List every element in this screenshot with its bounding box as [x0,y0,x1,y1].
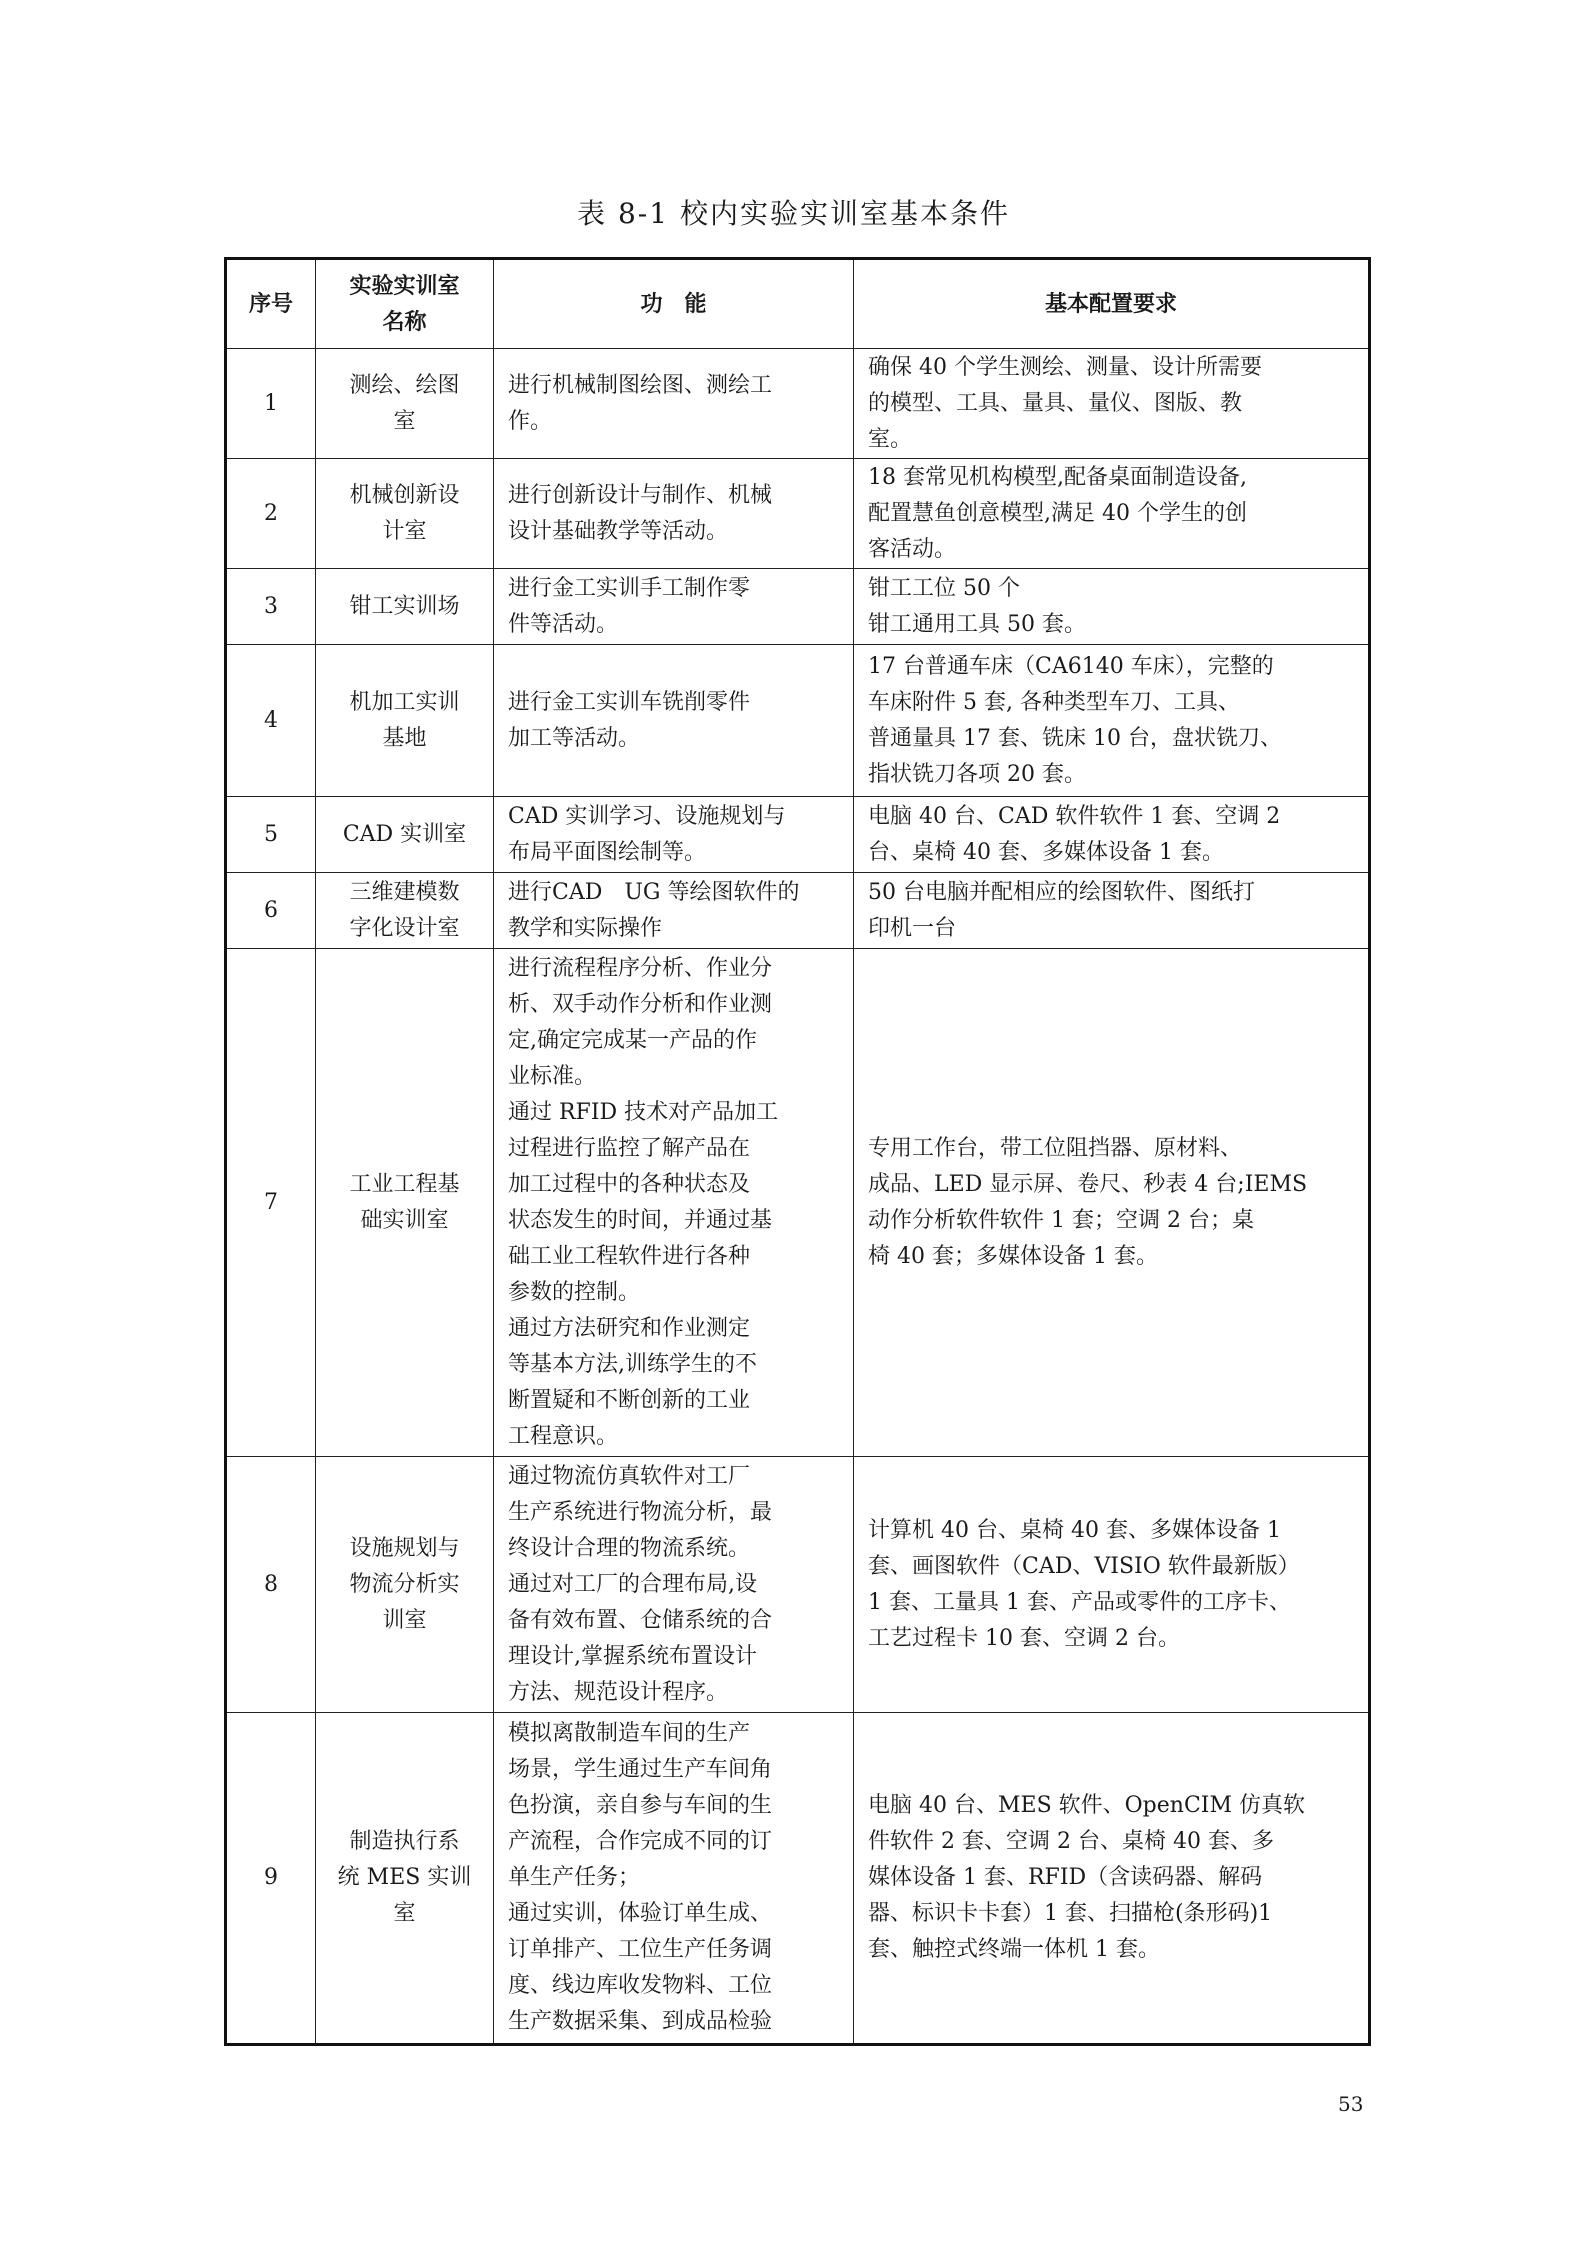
lab-function-line: 析、双手动作分析和作业测 [508,991,773,1017]
lab-function-line: 生产数据采集、到成品检验 [508,2009,773,2034]
row-number: 2 [226,459,316,569]
lab-name-line: 测绘、绘图 [349,372,460,398]
lab-name-line: 统 MES 实训 [337,1865,472,1890]
lab-requirements [854,1713,1370,2045]
lab-function-line: CAD 实训学习、设施规划与 [508,803,786,829]
table-caption: 表 8-1 校内实验实训室基本条件 [577,197,1010,230]
header-requirements: 基本配置要求 [854,259,1370,349]
table-header-row [226,259,1370,349]
lab-function-line: 通过实训，体验订单生成、 [508,1901,773,1926]
table-row [226,569,1370,645]
lab-function-line: 进行流程程序分析、作业分 [508,955,773,981]
lab-name-line: 字化设计室 [349,915,460,941]
table-row [226,1713,1370,2045]
lab-function-line: 场景，学生通过生产车间角 [508,1757,773,1782]
lab-requirements-line: 客活动。 [868,536,957,562]
lab-requirements-line: 工艺过程卡 10 套、空调 2 台。 [868,1625,1180,1651]
lab-function-line: 进行CAD UG 等绘图软件的 [508,879,800,905]
lab-requirements-line: 室。 [868,426,913,452]
lab-function-line: 通过方法研究和作业测定 [508,1315,751,1341]
lab-function-line: 断置疑和不断创新的工业 [508,1387,751,1413]
lab-name-line: 三维建模数 [349,879,460,905]
row-number: 8 [226,1457,316,1713]
page-number: 53 [1338,2092,1364,2116]
lab-requirements-line: 指状铣刀各项 20 套。 [868,761,1086,787]
lab-function [494,459,854,569]
lab-requirements-line: 件软件 2 套、空调 2 台、桌椅 40 套、多 [868,1829,1274,1854]
lab-function-line: 通过物流仿真软件对工厂 [508,1463,751,1489]
lab-name-line: 机加工实训 [349,689,460,715]
lab-name-line: 基地 [382,725,427,751]
lab-name [316,949,494,1457]
lab-conditions-table [224,257,1371,2046]
lab-function [494,349,854,459]
lab-requirements-line: 钳工工位 50 个 [868,575,1020,601]
row-number: 7 [226,949,316,1457]
row-number: 4 [226,645,316,797]
lab-name-line: 训室 [382,1607,427,1633]
lab-requirements-line: 钳工通用工具 50 套。 [868,611,1086,637]
lab-function [494,873,854,949]
table-row [226,349,1370,459]
lab-function [494,645,854,797]
lab-requirements-line: 18 套常见机构模型,配备桌面制造设备, [868,464,1247,490]
lab-function [494,569,854,645]
lab-name-line: 础实训室 [360,1207,449,1233]
lab-name [316,873,494,949]
lab-function-line: 加工过程中的各种状态及 [508,1171,751,1197]
table-row [226,949,1370,1457]
lab-name [316,1713,494,2045]
lab-function-line: 布局平面图绘制等。 [508,839,707,865]
lab-name-line: 室 [393,408,416,434]
lab-name [316,569,494,645]
lab-name-line: 制造执行系 [349,1829,460,1854]
lab-requirements [854,873,1370,949]
header-name-line2: 名称 [382,309,427,335]
lab-requirements [854,349,1370,459]
lab-requirements-line: 动作分析软件软件 1 套；空调 2 台；桌 [868,1207,1254,1233]
lab-function-line: 工程意识。 [508,1423,619,1449]
table-row [226,459,1370,569]
lab-name-line: 计室 [382,518,427,544]
lab-function-line: 通过 RFID 技术对产品加工 [508,1099,779,1125]
lab-function-line: 作。 [508,408,553,434]
lab-function-line: 设计基础教学等活动。 [508,518,729,544]
lab-requirements [854,459,1370,569]
row-number: 9 [226,1713,316,2045]
lab-function-line: 单生产任务； [508,1865,641,1890]
lab-function-line: 色扮演，亲自参与车间的生 [508,1793,773,1818]
lab-function [494,797,854,873]
lab-requirements [854,569,1370,645]
lab-requirements-line: 17 台普通车床（CA6140 车床），完整的 [868,653,1274,679]
lab-function-line: 生产系统进行物流分析，最 [508,1499,773,1525]
lab-requirements [854,949,1370,1457]
lab-function-line: 产流程，合作完成不同的订 [508,1829,773,1854]
lab-function-line: 方法、规范设计程序。 [508,1679,729,1705]
lab-requirements-line: 专用工作台，带工位阻挡器、原材料、 [868,1135,1243,1161]
lab-requirements-line: 成品、LED 显示屏、卷尺、秒表 4 台;IEMS [868,1171,1308,1197]
lab-name-line: CAD 实训室 [342,821,467,847]
lab-function-line: 备有效布置、仓储系统的合 [508,1607,773,1633]
lab-requirements-line: 配置慧鱼创意模型,满足 40 个学生的创 [868,500,1247,526]
lab-requirements-line: 器、标识卡卡套）1 套、扫描枪(条形码)1 [868,1901,1273,1926]
lab-requirements-line: 电脑 40 台、CAD 软件软件 1 套、空调 2 [868,803,1281,829]
lab-name [316,1457,494,1713]
row-number: 3 [226,569,316,645]
lab-function-line: 参数的控制。 [508,1279,641,1305]
header-name-line1: 实验实训室 [349,273,460,299]
lab-function-line: 等基本方法,训练学生的不 [508,1351,757,1377]
lab-name [316,797,494,873]
table-row [226,1457,1370,1713]
lab-function-line: 加工等活动。 [508,725,641,751]
row-number: 5 [226,797,316,873]
lab-requirements-line: 车床附件 5 套, 各种类型车刀、工具、 [868,689,1240,715]
lab-function [494,1457,854,1713]
lab-function-line: 通过对工厂的合理布局,设 [508,1571,757,1597]
lab-function-line: 订单排产、工位生产任务调 [508,1937,773,1962]
lab-function-line: 进行金工实训手工制作零 [508,575,751,601]
header-name [316,259,494,349]
lab-function-line: 定,确定完成某一产品的作 [508,1027,757,1053]
lab-name-line: 设施规划与 [349,1535,460,1561]
lab-requirements-line: 确保 40 个学生测绘、测量、设计所需要 [868,354,1262,380]
lab-requirements-line: 台、桌椅 40 套、多媒体设备 1 套。 [868,839,1224,865]
header-no: 序号 [226,259,316,349]
lab-function-line: 件等活动。 [508,611,619,637]
lab-function-line: 础工业工程软件进行各种 [508,1243,751,1269]
lab-requirements-line: 的模型、工具、量具、量仪、图版、教 [868,390,1243,416]
lab-name-line: 工业工程基 [349,1171,460,1197]
lab-function-line: 进行创新设计与制作、机械 [508,482,773,508]
lab-function-line: 状态发生的时间，并通过基 [508,1207,773,1233]
lab-function-line: 理设计,掌握系统布置设计 [508,1643,757,1669]
lab-name-line: 机械创新设 [349,482,460,508]
lab-name-line: 室 [393,1901,416,1926]
table-row [226,797,1370,873]
lab-function-line: 终设计合理的物流系统。 [508,1535,751,1561]
row-number: 1 [226,349,316,459]
lab-requirements-line: 媒体设备 1 套、RFID（含读码器、解码 [868,1865,1263,1890]
lab-name [316,349,494,459]
lab-function-line: 度、线边库收发物料、工位 [508,1973,773,1998]
lab-function-line: 模拟离散制造车间的生产 [508,1721,751,1746]
lab-requirements [854,1457,1370,1713]
lab-requirements [854,797,1370,873]
lab-requirements-line: 椅 40 套；多媒体设备 1 套。 [868,1243,1158,1269]
lab-function [494,1713,854,2045]
table-row [226,873,1370,949]
lab-requirements-line: 普通量具 17 套、铣床 10 台，盘状铣刀、 [868,725,1282,751]
table-row [226,645,1370,797]
lab-name-line: 物流分析实 [349,1571,460,1597]
lab-requirements-line: 套、画图软件（CAD、VISIO 软件最新版） [868,1553,1300,1579]
header-function: 功 能 [494,259,854,349]
lab-function-line: 进行金工实训车铣削零件 [508,689,751,715]
lab-requirements-line: 电脑 40 台、MES 软件、OpenCIM 仿真软 [868,1793,1305,1818]
lab-function-line: 教学和实际操作 [508,915,663,941]
table-body [226,349,1370,2045]
lab-function-line: 过程进行监控了解产品在 [508,1135,751,1161]
lab-function-line: 进行机械制图绘图、测绘工 [508,372,773,398]
lab-requirements-line: 套、触控式终端一体机 1 套。 [868,1937,1160,1962]
lab-name [316,645,494,797]
lab-function-line: 业标准。 [508,1063,597,1089]
lab-requirements-line: 印机一台 [868,915,957,941]
lab-function [494,949,854,1457]
lab-requirements-line: 1 套、工量具 1 套、产品或零件的工序卡、 [868,1589,1291,1615]
row-number: 6 [226,873,316,949]
lab-requirements-line: 计算机 40 台、桌椅 40 套、多媒体设备 1 [868,1517,1281,1543]
lab-requirements-line: 50 台电脑并配相应的绘图软件、图纸打 [868,879,1255,905]
lab-name [316,459,494,569]
lab-name-line: 钳工实训场 [349,593,460,619]
lab-requirements [854,645,1370,797]
